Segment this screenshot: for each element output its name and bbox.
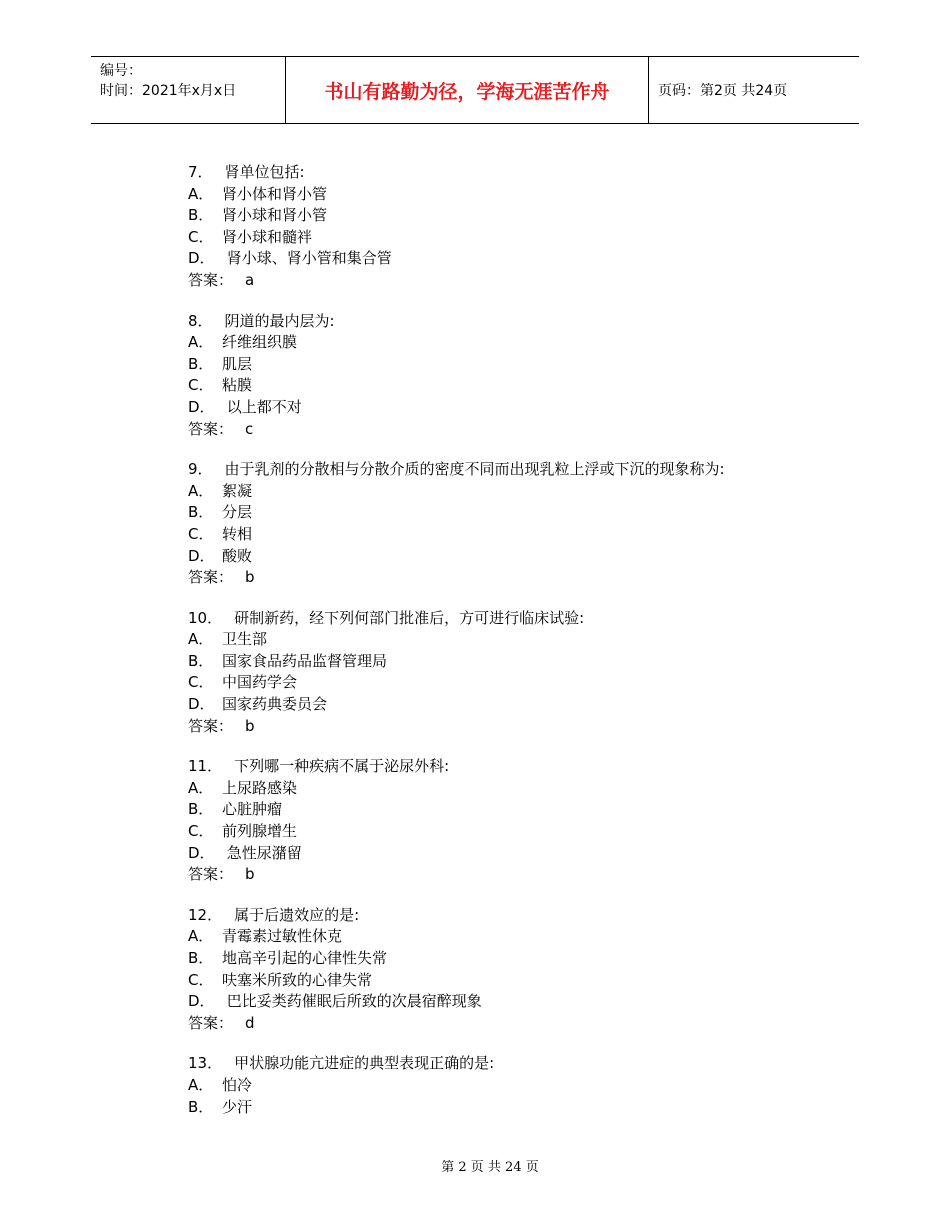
option-letter: C．	[188, 524, 214, 543]
option-letter: A．	[188, 481, 214, 500]
question-text: 甲状腺功能亢进症的典型表现正确的是:	[234, 1054, 495, 1073]
header-id-label: 编号：	[100, 63, 142, 79]
option-item	[188, 397, 828, 419]
option-item	[188, 778, 828, 800]
option-text: 肾小球和髓袢	[222, 227, 313, 246]
option-text: 絮凝	[222, 481, 253, 500]
option-letter: B．	[188, 503, 214, 522]
option-item	[188, 248, 828, 270]
question-number: 10．	[188, 608, 223, 627]
option-text: 卫生部	[222, 630, 268, 649]
option-letter: B．	[188, 354, 214, 373]
option-letter: D．	[188, 992, 215, 1011]
option-item	[188, 843, 828, 865]
option-item	[188, 991, 828, 1013]
question-block	[188, 608, 828, 738]
option-letter: B．	[188, 206, 214, 225]
question-list	[188, 162, 828, 1137]
question-text: 由于乳剂的分散相与分散介质的密度不同而出现乳粒上浮或下沉的现象称为:	[224, 460, 725, 479]
option-text: 粘膜	[222, 376, 253, 395]
option-item	[188, 227, 828, 249]
question-number: 9．	[188, 460, 213, 479]
question-title	[188, 1053, 828, 1075]
answer-line	[188, 716, 828, 738]
option-item	[188, 184, 828, 206]
option-text: 分层	[222, 503, 253, 522]
option-letter: A．	[188, 927, 214, 946]
answer-label: 答案：	[188, 270, 234, 289]
header-meta	[91, 57, 286, 123]
answer-label: 答案：	[188, 419, 234, 438]
answer-line	[188, 567, 828, 589]
option-item	[188, 502, 828, 524]
answer-line	[188, 270, 828, 292]
header-time-label: 时间：2021年x月x日	[100, 83, 237, 99]
option-item	[188, 651, 828, 673]
option-item	[188, 821, 828, 843]
option-letter: C．	[188, 376, 214, 395]
option-letter: D．	[188, 695, 215, 714]
option-text: 前列腺增生	[222, 822, 298, 841]
header-page-info: 页码：第2页 共24页	[658, 83, 788, 99]
answer-line	[188, 419, 828, 441]
header-motto: 书山有路勤为径，学海无涯苦作舟	[286, 57, 649, 123]
option-letter: B．	[188, 800, 214, 819]
option-text: 纤维组织膜	[222, 333, 298, 352]
answer-line	[188, 864, 828, 886]
answer-label: 答案：	[188, 716, 234, 735]
option-text: 转相	[222, 524, 253, 543]
answer-label: 答案：	[188, 1013, 234, 1032]
answer-value: b	[245, 716, 255, 735]
option-text: 肾小体和肾小管	[222, 184, 328, 203]
option-text: 青霉素过敏性休克	[222, 927, 343, 946]
option-text: 国家药典委员会	[222, 695, 328, 714]
question-number: 12．	[188, 905, 223, 924]
option-item	[188, 629, 828, 651]
answer-line	[188, 1013, 828, 1035]
option-item	[188, 672, 828, 694]
option-letter: A．	[188, 333, 214, 352]
question-title	[188, 756, 828, 778]
option-text: 怕冷	[222, 1075, 253, 1094]
option-letter: A．	[188, 184, 214, 203]
option-item	[188, 481, 828, 503]
option-letter: A．	[188, 1075, 214, 1094]
option-item	[188, 948, 828, 970]
option-item	[188, 205, 828, 227]
option-item	[188, 1097, 828, 1119]
option-letter: A．	[188, 630, 214, 649]
option-letter: D．	[188, 546, 215, 565]
option-item	[188, 332, 828, 354]
option-text: 上尿路感染	[222, 778, 298, 797]
option-item	[188, 799, 828, 821]
question-text: 下列哪一种疾病不属于泌尿外科:	[234, 757, 450, 776]
question-text: 属于后遗效应的是:	[234, 905, 360, 924]
option-text: 巴比妥类药催眠后所致的次晨宿醉现象	[222, 992, 482, 1011]
option-text: 少汗	[222, 1097, 253, 1116]
answer-value: b	[245, 568, 255, 587]
option-letter: A．	[188, 778, 214, 797]
option-letter: D．	[188, 843, 215, 862]
option-letter: B．	[188, 651, 214, 670]
question-number: 11．	[188, 757, 223, 776]
answer-value: d	[245, 1013, 255, 1032]
option-text: 肾小球、肾小管和集合管	[222, 249, 392, 268]
page-footer: 第 2 页 共 24 页	[441, 1160, 539, 1175]
question-block	[188, 1053, 828, 1118]
option-letter: B．	[188, 949, 214, 967]
option-item	[188, 694, 828, 716]
option-item	[188, 524, 828, 546]
question-number: 13．	[188, 1054, 223, 1073]
answer-label: 答案：	[188, 865, 234, 884]
option-letter: C．	[188, 673, 214, 692]
question-text: 阴道的最内层为:	[224, 311, 335, 330]
option-text: 以上都不对	[222, 397, 302, 416]
option-text: 肾小球和肾小管	[222, 206, 328, 225]
option-text: 急性尿潴留	[222, 843, 302, 862]
question-title	[188, 162, 828, 184]
option-item	[188, 1075, 828, 1097]
option-text: 中国药学会	[222, 673, 298, 692]
option-text: 心脏肿瘤	[222, 800, 283, 819]
question-number: 7．	[188, 163, 213, 181]
question-text: 研制新药，经下列何部门批准后，方可进行临床试验:	[234, 608, 585, 627]
question-block	[188, 459, 828, 589]
option-letter: C．	[188, 227, 214, 246]
option-item	[188, 354, 828, 376]
option-text: 国家食品药品监督管理局	[222, 651, 388, 670]
answer-label: 答案：	[188, 568, 234, 587]
option-text: 酸败	[222, 546, 253, 565]
option-item	[188, 546, 828, 568]
question-title	[188, 459, 828, 481]
option-item	[188, 926, 828, 948]
option-letter: C．	[188, 822, 214, 841]
option-item	[188, 970, 828, 992]
question-block	[188, 905, 828, 1035]
question-block	[188, 162, 828, 292]
option-item	[188, 375, 828, 397]
question-block	[188, 311, 828, 441]
question-title	[188, 905, 828, 927]
option-letter: D．	[188, 249, 215, 268]
option-text: 呋塞米所致的心律失常	[222, 970, 373, 989]
answer-value: b	[245, 865, 255, 884]
option-letter: C．	[188, 970, 214, 989]
answer-value: c	[245, 419, 254, 438]
option-letter: D．	[188, 397, 215, 416]
question-block	[188, 756, 828, 886]
option-text: 肌层	[222, 354, 253, 373]
question-text: 肾单位包括:	[224, 163, 305, 181]
option-text: 地高辛引起的心律性失常	[222, 949, 388, 967]
question-number: 8．	[188, 311, 213, 330]
answer-value: a	[245, 270, 255, 289]
question-title	[188, 311, 828, 333]
option-letter: B．	[188, 1097, 214, 1116]
question-title	[188, 608, 828, 630]
page-header	[91, 56, 859, 124]
